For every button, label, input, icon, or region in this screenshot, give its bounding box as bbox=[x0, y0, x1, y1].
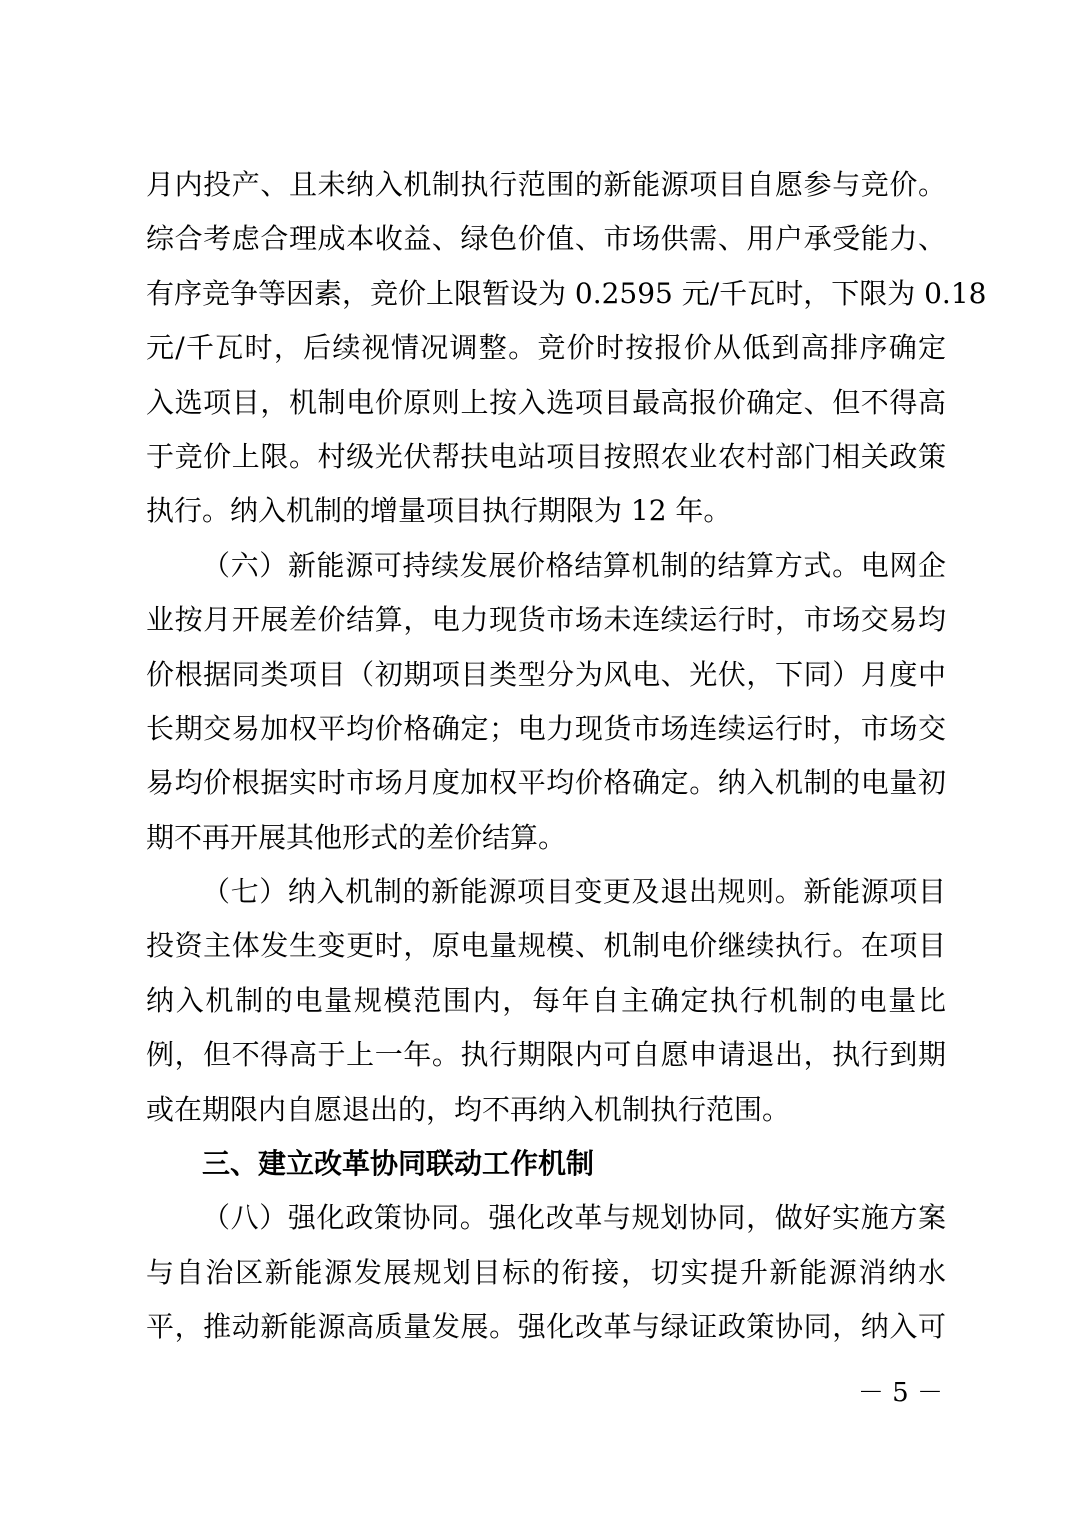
text-line: 价根据同类项目（初期项目类型分为风电、光伏，下同）月度中 bbox=[146, 657, 946, 691]
text-line: （八）强化政策协同。强化改革与规划协同，做好实施方案 bbox=[202, 1201, 946, 1235]
text-line: 于竞价上限。村级光伏帮扶电站项目按照农业农村部门相关政策 bbox=[146, 439, 946, 473]
paragraph-8-policy-coordination bbox=[146, 1191, 946, 1354]
text-line: （六）新能源可持续发展价格结算机制的结算方式。电网企 bbox=[202, 548, 946, 582]
document-body bbox=[146, 158, 987, 1355]
text-line: 元/千瓦时，后续视情况调整。竞价时按报价从低到高排序确定 bbox=[146, 331, 946, 365]
paragraph-1 bbox=[146, 158, 987, 539]
text-line: 长期交易加权平均价格确定；电力现货市场连续运行时，市场交 bbox=[146, 711, 946, 745]
paragraph-6-settlement-method bbox=[146, 539, 946, 865]
text-line: 纳入机制的电量规模范围内，每年自主确定执行机制的电量比 bbox=[146, 983, 946, 1017]
text-line: 有序竞争等因素，竞价上限暂设为 0.2595 元/千瓦时，下限为 0.18 bbox=[146, 276, 987, 310]
text-line: 或在期限内自愿退出的，均不再纳入机制执行范围。 bbox=[146, 1092, 791, 1126]
text-line: 业按月开展差价结算，电力现货市场未连续运行时，市场交易均 bbox=[146, 603, 946, 637]
text-line: 投资主体发生变更时，原电量规模、机制电价继续执行。在项目 bbox=[146, 929, 946, 963]
text-line: 平，推动新能源高质量发展。强化改革与绿证政策协同，纳入可 bbox=[146, 1310, 946, 1344]
text-line: 例，但不得高于上一年。执行期限内可自愿申请退出，执行到期 bbox=[146, 1038, 946, 1072]
text-line: 易均价根据实时市场月度加权平均价格确定。纳入机制的电量初 bbox=[146, 766, 946, 800]
text-line: 入选项目，机制电价原则上按入选项目最高报价确定、但不得高 bbox=[146, 385, 946, 419]
text-line: 期不再开展其他形式的差价结算。 bbox=[146, 820, 567, 854]
text-line: 综合考虑合理成本收益、绿色价值、市场供需、用户承受能力、 bbox=[146, 222, 946, 256]
section-title: 三、建立改革协同联动工作机制 bbox=[202, 1147, 595, 1181]
text-line: 执行。纳入机制的增量项目执行期限为 12 年。 bbox=[146, 494, 732, 528]
page-number: － 5 － bbox=[857, 1378, 943, 1408]
text-line: 月内投产、且未纳入机制执行范围的新能源项目自愿参与竞价。 bbox=[146, 168, 946, 201]
text-line: 与自治区新能源发展规划目标的衔接，切实提升新能源消纳水 bbox=[146, 1255, 946, 1289]
section-heading-3 bbox=[146, 1137, 946, 1191]
text-line: （七）纳入机制的新能源项目变更及退出规则。新能源项目 bbox=[202, 875, 946, 909]
paragraph-7-change-exit-rules bbox=[146, 865, 946, 1137]
